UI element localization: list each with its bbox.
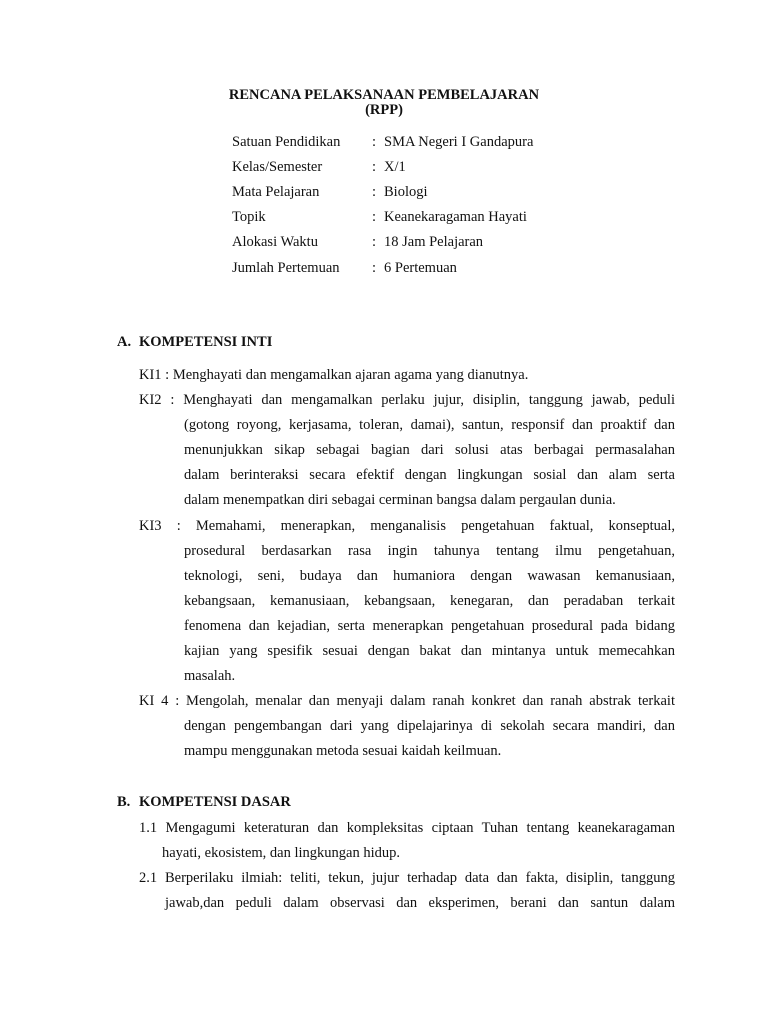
ki2-line: menunjukkan sikap sebagai bagian dari solusi atas berbagai permasalahan: [184, 442, 675, 458]
info-separator: :: [372, 159, 377, 175]
info-value: 18 Jam Pelajaran: [384, 234, 484, 250]
ki4-line: KI 4 : Mengolah, menalar dan menyaji dalam ranah konkret dan ranah abstrak terkait: [139, 693, 675, 709]
ki4-line: dengan pengembangan dari yang dipelajarinya di sekolah secara mandiri, dan: [184, 718, 675, 734]
info-label: Alokasi Waktu: [232, 234, 318, 250]
ki4-line: mampu menggunakan metoda sesuai kaidah keilmuan.: [184, 743, 502, 759]
info-value: Keanekaragaman Hayati: [384, 209, 527, 225]
info-value: Biologi: [384, 184, 428, 200]
ki3-line: kajian yang spesifik sesuai dengan bakat dan mintanya untuk memecahkan: [184, 643, 675, 659]
info-separator: :: [372, 134, 377, 150]
ki3-line: masalah.: [184, 668, 236, 684]
ki3-line: kebangsaan, kemanusiaan, kebangsaan, kenegaran, dan peradaban terkait: [184, 593, 675, 609]
kd-line: 2.1 Berperilaku ilmiah: teliti, tekun, jujur terhadap data dan fakta, disiplin, tanggung: [139, 870, 675, 886]
info-label: Kelas/Semester: [232, 159, 323, 175]
info-label: Mata Pelajaran: [232, 184, 320, 200]
info-value: 6 Pertemuan: [384, 260, 457, 276]
document-subtitle: (RPP): [365, 102, 403, 118]
document-title: RENCANA PELAKSANAAN PEMBELAJARAN: [228, 87, 540, 103]
info-label: Topik: [232, 209, 266, 225]
section-title: KOMPETENSI INTI: [139, 334, 273, 350]
ki2-line: (gotong royong, kerjasama, toleran, damai), santun, responsif dan proaktif dan: [184, 417, 675, 433]
ki3-line: teknologi, seni, budaya dan humaniora dengan wawasan kemanusiaan,: [184, 568, 675, 584]
ki2-line: KI2 : Menghayati dan mengamalkan perlaku jujur, disiplin, tanggung jawab, peduli: [139, 392, 675, 408]
kd-line: hayati, ekosistem, dan lingkungan hidup.: [162, 845, 401, 861]
section-letter: B.: [117, 794, 131, 810]
kd-line: jawab,dan peduli dalam observasi dan eksperimen, berani dan santun dalam: [165, 895, 675, 911]
ki3-line: KI3 : Memahami, menerapkan, menganalisis pengetahuan faktual, konseptual,: [139, 518, 675, 534]
info-separator: :: [372, 184, 377, 200]
ki3-line: prosedural berdasarkan rasa ingin tahunya tentang ilmu pengetahuan,: [184, 543, 675, 559]
info-value: X/1: [384, 159, 406, 175]
info-separator: :: [372, 234, 377, 250]
ki2-line: dalam berinteraksi secara efektif dengan lingkungan sosial dan alam serta: [184, 467, 675, 483]
kd-line: 1.1 Mengagumi keteraturan dan kompleksitas ciptaan Tuhan tentang keanekaragaman: [139, 820, 675, 836]
section-title: KOMPETENSI DASAR: [139, 794, 291, 810]
info-label: Satuan Pendidikan: [232, 134, 341, 150]
info-value: SMA Negeri I Gandapura: [384, 134, 534, 150]
info-label: Jumlah Pertemuan: [232, 260, 340, 276]
section-letter: A.: [117, 334, 132, 350]
ki3-line: fenomena dan kejadian, serta menerapkan pengetahuan prosedural pada bidang: [184, 618, 675, 634]
info-separator: :: [372, 260, 377, 276]
info-separator: :: [372, 209, 377, 225]
ki2-line: dalam menempatkan diri sebagai cerminan bangsa dalam pergaulan dunia.: [184, 492, 616, 508]
ki1-line: KI1 : Menghayati dan mengamalkan ajaran agama yang dianutnya.: [139, 367, 529, 383]
